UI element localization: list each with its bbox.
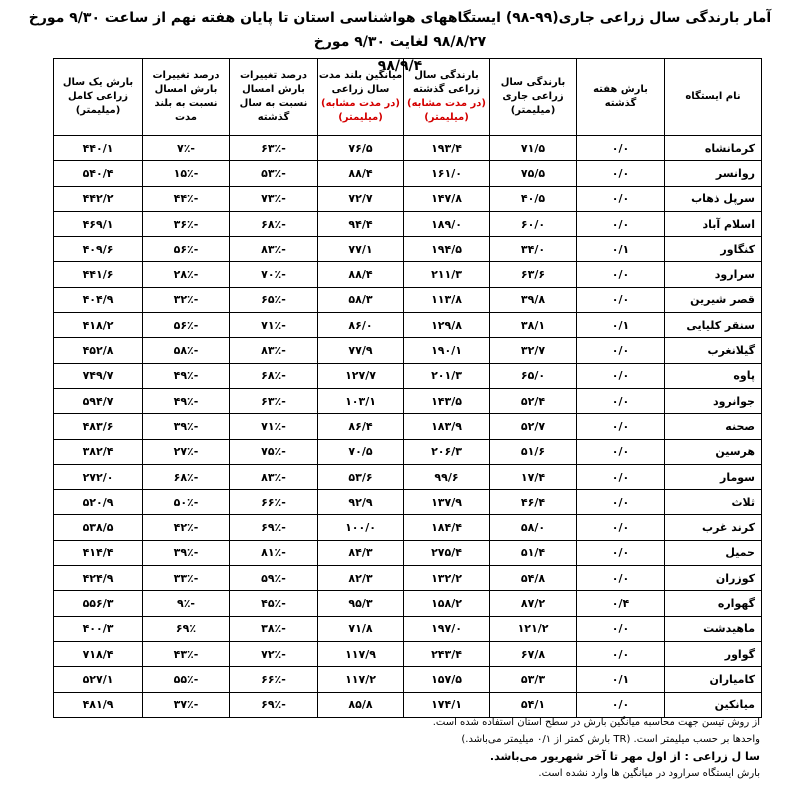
change-vs-long-term: -۴۹٪ <box>143 388 230 413</box>
footnotes <box>240 714 760 782</box>
full-year-rain: ۷۱۸/۴ <box>54 641 143 666</box>
last-year-rain: ۱۴۷/۸ <box>404 186 490 211</box>
last-year-rain: ۲۰۱/۳ <box>404 363 490 388</box>
station-name: کرند غرب <box>665 515 762 540</box>
current-year-rain: ۳۴/۰ <box>490 237 577 262</box>
long-term-rain: ۸۶/۰ <box>318 313 404 338</box>
full-year-rain: ۴۰۹/۶ <box>54 237 143 262</box>
last-week-rain: ۰/۰ <box>577 566 665 591</box>
last-year-rain: ۲۰۶/۳ <box>404 439 490 464</box>
footnote-2: واحدها بر حسب میلیمتر است. (TR بارش کمتر از ۰/۱ میلیمتر می‌باشد.) <box>461 734 760 745</box>
change-vs-long-term: -۱۵٪ <box>143 161 230 186</box>
station-name: کرمانشاه <box>665 136 762 161</box>
full-year-rain: ۴۸۱/۹ <box>54 692 143 717</box>
change-vs-long-term: -۴۳٪ <box>143 641 230 666</box>
last-week-rain: ۰/۰ <box>577 540 665 565</box>
station-name: کنگاور <box>665 237 762 262</box>
change-vs-last-year: -۸۱٪ <box>230 540 318 565</box>
last-week-rain: ۰/۰ <box>577 490 665 515</box>
current-year-rain: ۷۱/۵ <box>490 136 577 161</box>
table-header-row <box>54 59 762 136</box>
table-row <box>54 515 762 540</box>
last-year-rain: ۱۵۷/۵ <box>404 667 490 692</box>
long-term-rain: ۱۱۷/۹ <box>318 641 404 666</box>
table-row <box>54 641 762 666</box>
long-term-rain: ۱۱۷/۲ <box>318 667 404 692</box>
last-week-rain: ۰/۴ <box>577 591 665 616</box>
change-vs-long-term: -۶۸٪ <box>143 464 230 489</box>
change-vs-last-year: -۶۸٪ <box>230 211 318 236</box>
change-vs-long-term: -۵۵٪ <box>143 667 230 692</box>
table-row <box>54 591 762 616</box>
table-row <box>54 338 762 363</box>
last-year-rain: ۱۹۰/۱ <box>404 338 490 363</box>
last-week-rain: ۰/۰ <box>577 464 665 489</box>
full-year-rain: ۵۵۶/۳ <box>54 591 143 616</box>
footnote-4: بارش ایستگاه سرارود در میانگین ها وارد نشده است. <box>538 768 760 779</box>
last-week-rain: ۰/۰ <box>577 692 665 717</box>
last-year-rain: ۲۷۵/۴ <box>404 540 490 565</box>
long-term-rain: ۷۷/۱ <box>318 237 404 262</box>
last-year-rain: ۱۸۴/۴ <box>404 515 490 540</box>
station-name: کوزران <box>665 566 762 591</box>
table-row <box>54 136 762 161</box>
change-vs-last-year: -۶۶٪ <box>230 490 318 515</box>
station-name: گیلانغرب <box>665 338 762 363</box>
title-line-1: آمار بارندگی سال زراعی جاری(۹۹-۹۸) ایستگاههای هواشناسی استان تا پایان هفته نهم از ساعت ۹/۳۰ مورخ ۹۸/۸/۲۷ لغایت ۹/۳۰ مورخ <box>28 10 772 50</box>
current-year-rain: ۶۵/۰ <box>490 363 577 388</box>
long-term-rain: ۸۸/۴ <box>318 161 404 186</box>
table-row <box>54 566 762 591</box>
header-last-year-label: بارندگی سال زراعی گذشته <box>413 70 480 95</box>
current-year-rain: ۸۷/۲ <box>490 591 577 616</box>
long-term-rain: ۵۳/۶ <box>318 464 404 489</box>
last-year-rain: ۱۲۹/۸ <box>404 313 490 338</box>
long-term-rain: ۸۲/۳ <box>318 566 404 591</box>
last-week-rain: ۰/۰ <box>577 161 665 186</box>
full-year-rain: ۴۵۲/۸ <box>54 338 143 363</box>
current-year-rain: ۵۴/۸ <box>490 566 577 591</box>
change-vs-last-year: -۶۳٪ <box>230 388 318 413</box>
station-name: سنقر کلیایی <box>665 313 762 338</box>
table-row <box>54 363 762 388</box>
full-year-rain: ۴۰۴/۹ <box>54 287 143 312</box>
last-year-rain: ۲۴۳/۴ <box>404 641 490 666</box>
table-body <box>54 136 762 718</box>
last-week-rain: ۰/۰ <box>577 439 665 464</box>
last-year-rain: ۱۳۷/۹ <box>404 490 490 515</box>
full-year-rain: ۴۱۴/۴ <box>54 540 143 565</box>
change-vs-long-term: ۶۹٪ <box>143 616 230 641</box>
change-vs-last-year: -۵۳٪ <box>230 161 318 186</box>
last-week-rain: ۰/۱ <box>577 237 665 262</box>
table-row <box>54 414 762 439</box>
change-vs-long-term: -۳۹٪ <box>143 540 230 565</box>
full-year-rain: ۲۷۲/۰ <box>54 464 143 489</box>
header-last-year <box>404 59 490 136</box>
full-year-rain: ۵۳۸/۵ <box>54 515 143 540</box>
table-row <box>54 287 762 312</box>
full-year-rain: ۵۲۷/۱ <box>54 667 143 692</box>
table-row <box>54 464 762 489</box>
table-row <box>54 211 762 236</box>
change-vs-long-term: -۳۳٪ <box>143 566 230 591</box>
header-station: نام ایستگاه <box>665 59 762 136</box>
long-term-rain: ۷۱/۸ <box>318 616 404 641</box>
last-week-rain: ۰/۱ <box>577 667 665 692</box>
full-year-rain: ۳۸۲/۴ <box>54 439 143 464</box>
header-last-year-period: (در مدت مشابه) <box>407 98 486 109</box>
full-year-rain: ۴۱۸/۲ <box>54 313 143 338</box>
last-year-rain: ۱۸۹/۰ <box>404 211 490 236</box>
title-line-2: ۹۸/۹/۴ <box>377 58 423 74</box>
station-name: اسلام آباد <box>665 211 762 236</box>
current-year-rain: ۳۸/۱ <box>490 313 577 338</box>
current-year-rain: ۷۵/۵ <box>490 161 577 186</box>
station-name: گواور <box>665 641 762 666</box>
last-year-rain: ۱۸۳/۹ <box>404 414 490 439</box>
long-term-rain: ۱۰۰/۰ <box>318 515 404 540</box>
current-year-rain: ۵۱/۴ <box>490 540 577 565</box>
full-year-rain: ۵۹۴/۷ <box>54 388 143 413</box>
last-year-rain: ۱۶۱/۰ <box>404 161 490 186</box>
long-term-rain: ۱۲۷/۷ <box>318 363 404 388</box>
change-vs-long-term: -۵۶٪ <box>143 313 230 338</box>
last-year-rain: ۱۴۳/۵ <box>404 388 490 413</box>
long-term-rain: ۹۴/۴ <box>318 211 404 236</box>
station-name: صحنه <box>665 414 762 439</box>
current-year-rain: ۵۴/۱ <box>490 692 577 717</box>
current-year-rain: ۴۶/۴ <box>490 490 577 515</box>
last-week-rain: ۰/۰ <box>577 641 665 666</box>
change-vs-last-year: -۶۶٪ <box>230 667 318 692</box>
station-name: گهواره <box>665 591 762 616</box>
header-change-last-year: درصد تغییرات بارش امسال نسبت به سال گذشته <box>230 59 318 136</box>
table-row <box>54 313 762 338</box>
change-vs-last-year: -۶۹٪ <box>230 692 318 717</box>
long-term-rain: ۷۰/۵ <box>318 439 404 464</box>
last-week-rain: ۰/۰ <box>577 515 665 540</box>
last-week-rain: ۰/۰ <box>577 414 665 439</box>
change-vs-last-year: -۶۹٪ <box>230 515 318 540</box>
change-vs-last-year: -۸۳٪ <box>230 338 318 363</box>
full-year-rain: ۴۸۳/۶ <box>54 414 143 439</box>
current-year-rain: ۵۲/۷ <box>490 414 577 439</box>
station-name: حمیل <box>665 540 762 565</box>
change-vs-last-year: -۶۵٪ <box>230 287 318 312</box>
table-row <box>54 161 762 186</box>
last-year-rain: ۱۹۷/۰ <box>404 616 490 641</box>
current-year-rain: ۵۳/۳ <box>490 667 577 692</box>
change-vs-long-term: -۳۹٪ <box>143 414 230 439</box>
change-vs-last-year: -۷۵٪ <box>230 439 318 464</box>
station-name: سرارود <box>665 262 762 287</box>
last-week-rain: ۰/۰ <box>577 287 665 312</box>
change-vs-long-term: -۵۸٪ <box>143 338 230 363</box>
station-name: سرپل ذهاب <box>665 186 762 211</box>
full-year-rain: ۵۲۰/۹ <box>54 490 143 515</box>
change-vs-long-term: -۷٪ <box>143 136 230 161</box>
last-week-rain: ۰/۰ <box>577 338 665 363</box>
header-full-year: بارش یک سال زراعی کامل (میلیمتر) <box>54 59 143 136</box>
current-year-rain: ۵۸/۰ <box>490 515 577 540</box>
header-change-long-term: درصد تغییرات بارش امسال نسبت به بلند مدت <box>143 59 230 136</box>
header-long-term-unit: (میلیمتر) <box>338 112 383 123</box>
last-week-rain: ۰/۰ <box>577 363 665 388</box>
table-row <box>54 540 762 565</box>
station-name: کامیاران <box>665 667 762 692</box>
station-name: پاوه <box>665 363 762 388</box>
long-term-rain: ۸۸/۴ <box>318 262 404 287</box>
full-year-rain: ۷۴۹/۷ <box>54 363 143 388</box>
station-name: هرسین <box>665 439 762 464</box>
station-name: سومار <box>665 464 762 489</box>
header-last-week: بارش هفته گذشته <box>577 59 665 136</box>
long-term-rain: ۸۵/۸ <box>318 692 404 717</box>
table-row <box>54 262 762 287</box>
table-row <box>54 186 762 211</box>
change-vs-long-term: -۴۹٪ <box>143 363 230 388</box>
change-vs-long-term: -۲۷٪ <box>143 439 230 464</box>
change-vs-long-term: -۵۰٪ <box>143 490 230 515</box>
current-year-rain: ۱۲۱/۲ <box>490 616 577 641</box>
table-row <box>54 237 762 262</box>
change-vs-long-term: -۵۶٪ <box>143 237 230 262</box>
change-vs-long-term: -۳۲٪ <box>143 287 230 312</box>
header-long-term-label: میانگین بلند مدت سال زراعی <box>318 70 403 95</box>
last-week-rain: ۰/۰ <box>577 136 665 161</box>
change-vs-last-year: -۷۳٪ <box>230 186 318 211</box>
header-long-term-period: (در مدت مشابه) <box>321 98 400 109</box>
long-term-rain: ۹۵/۳ <box>318 591 404 616</box>
long-term-rain: ۷۷/۹ <box>318 338 404 363</box>
table-row <box>54 616 762 641</box>
change-vs-long-term: -۴۲٪ <box>143 515 230 540</box>
change-vs-last-year: -۴۵٪ <box>230 591 318 616</box>
last-year-rain: ۱۹۴/۵ <box>404 237 490 262</box>
table-row <box>54 667 762 692</box>
change-vs-last-year: -۳۸٪ <box>230 616 318 641</box>
rainfall-table <box>53 58 762 718</box>
last-year-rain: ۱۳۲/۲ <box>404 566 490 591</box>
header-current-year: بارندگی سال زراعی جاری (میلیمتر) <box>490 59 577 136</box>
change-vs-last-year: -۶۸٪ <box>230 363 318 388</box>
full-year-rain: ۵۴۰/۴ <box>54 161 143 186</box>
last-week-rain: ۰/۰ <box>577 616 665 641</box>
change-vs-long-term: -۹٪ <box>143 591 230 616</box>
current-year-rain: ۶۰/۰ <box>490 211 577 236</box>
last-year-rain: ۱۷۴/۱ <box>404 692 490 717</box>
long-term-rain: ۷۲/۷ <box>318 186 404 211</box>
full-year-rain: ۴۶۹/۱ <box>54 211 143 236</box>
station-name: قصر شیرین <box>665 287 762 312</box>
current-year-rain: ۵۲/۴ <box>490 388 577 413</box>
long-term-rain: ۹۲/۹ <box>318 490 404 515</box>
header-long-term <box>318 59 404 136</box>
change-vs-long-term: -۲۸٪ <box>143 262 230 287</box>
last-year-rain: ۲۱۱/۳ <box>404 262 490 287</box>
long-term-rain: ۸۴/۳ <box>318 540 404 565</box>
table-row <box>54 388 762 413</box>
header-last-year-unit: (میلیمتر) <box>424 112 469 123</box>
footnote-1: از روش تیسن جهت محاسبه میانگین بارش در سطح استان استفاده شده است. <box>432 717 760 728</box>
long-term-rain: ۵۸/۳ <box>318 287 404 312</box>
change-vs-last-year: -۸۳٪ <box>230 464 318 489</box>
station-name: جوانرود <box>665 388 762 413</box>
station-name: ماهیدشت <box>665 616 762 641</box>
change-vs-last-year: -۵۹٪ <box>230 566 318 591</box>
full-year-rain: ۴۴۰/۱ <box>54 136 143 161</box>
station-name: روانسر <box>665 161 762 186</box>
last-week-rain: ۰/۰ <box>577 211 665 236</box>
change-vs-long-term: -۳۶٪ <box>143 211 230 236</box>
current-year-rain: ۶۳/۶ <box>490 262 577 287</box>
change-vs-last-year: -۷۲٪ <box>230 641 318 666</box>
full-year-rain: ۴۴۱/۶ <box>54 262 143 287</box>
current-year-rain: ۳۲/۷ <box>490 338 577 363</box>
last-year-rain: ۱۱۳/۸ <box>404 287 490 312</box>
current-year-rain: ۵۱/۶ <box>490 439 577 464</box>
change-vs-last-year: -۷۱٪ <box>230 414 318 439</box>
current-year-rain: ۳۹/۸ <box>490 287 577 312</box>
change-vs-last-year: -۷۰٪ <box>230 262 318 287</box>
table-row <box>54 439 762 464</box>
change-vs-last-year: -۸۳٪ <box>230 237 318 262</box>
station-name: ثلاث <box>665 490 762 515</box>
station-name: میانکین <box>665 692 762 717</box>
change-vs-last-year: -۶۳٪ <box>230 136 318 161</box>
full-year-rain: ۴۴۲/۲ <box>54 186 143 211</box>
current-year-rain: ۶۷/۸ <box>490 641 577 666</box>
current-year-rain: ۱۷/۴ <box>490 464 577 489</box>
change-vs-long-term: -۳۷٪ <box>143 692 230 717</box>
last-week-rain: ۰/۰ <box>577 186 665 211</box>
long-term-rain: ۱۰۳/۱ <box>318 388 404 413</box>
full-year-rain: ۴۰۰/۳ <box>54 616 143 641</box>
last-year-rain: ۱۹۳/۴ <box>404 136 490 161</box>
current-year-rain: ۴۰/۵ <box>490 186 577 211</box>
long-term-rain: ۷۶/۵ <box>318 136 404 161</box>
long-term-rain: ۸۶/۴ <box>318 414 404 439</box>
change-vs-long-term: -۴۴٪ <box>143 186 230 211</box>
last-year-rain: ۹۹/۶ <box>404 464 490 489</box>
table-row <box>54 490 762 515</box>
last-week-rain: ۰/۱ <box>577 313 665 338</box>
change-vs-last-year: -۷۱٪ <box>230 313 318 338</box>
last-week-rain: ۰/۰ <box>577 262 665 287</box>
last-week-rain: ۰/۰ <box>577 388 665 413</box>
footnote-3: سا ل زراعی : از اول مهر تا آخر شهریور می‌باشد. <box>489 750 760 763</box>
last-year-rain: ۱۵۸/۲ <box>404 591 490 616</box>
full-year-rain: ۴۲۴/۹ <box>54 566 143 591</box>
